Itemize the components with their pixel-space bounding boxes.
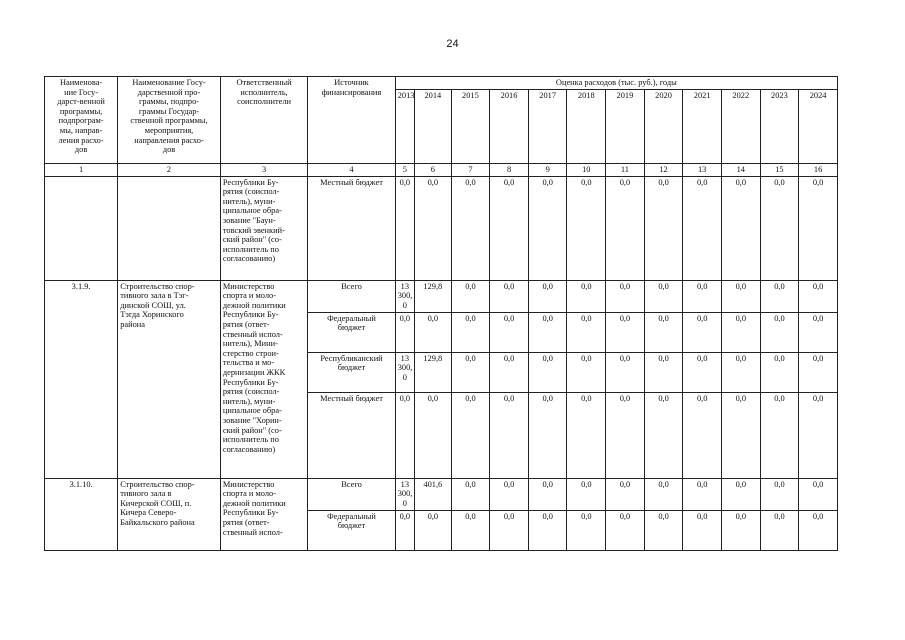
source-cell: Всего bbox=[308, 280, 395, 312]
table-row bbox=[45, 478, 838, 510]
value-cell: 0,0 bbox=[395, 392, 414, 478]
name-cell: Строительство спор- тивного зала в Кичерской СОШ, п. Кичера Северо- Байкальского района bbox=[118, 478, 221, 550]
value-cell: 0,0 bbox=[567, 478, 606, 510]
value-cell: 0,0 bbox=[721, 510, 760, 550]
year-header: 2023 bbox=[760, 89, 799, 163]
value-cell: 0,0 bbox=[644, 392, 683, 478]
value-cell: 0,0 bbox=[528, 176, 567, 280]
column-number: 8 bbox=[490, 163, 529, 176]
value-cell: 0,0 bbox=[683, 510, 722, 550]
value-cell: 0,0 bbox=[760, 510, 799, 550]
value-cell: 0,0 bbox=[760, 392, 799, 478]
value-cell: 0,0 bbox=[799, 312, 838, 352]
year-header: 2017 bbox=[528, 89, 567, 163]
value-cell: 0,0 bbox=[567, 510, 606, 550]
column-number: 4 bbox=[308, 163, 395, 176]
value-cell: 0,0 bbox=[683, 478, 722, 510]
code-cell: 3.1.10. bbox=[45, 478, 118, 550]
value-cell: 401,6 bbox=[415, 478, 452, 510]
source-cell: Местный бюджет bbox=[308, 176, 395, 280]
value-cell: 0,0 bbox=[395, 510, 414, 550]
year-header: 2020 bbox=[644, 89, 683, 163]
value-cell: 0,0 bbox=[415, 176, 452, 280]
column-number: 11 bbox=[606, 163, 645, 176]
value-cell: 0,0 bbox=[606, 312, 645, 352]
value-cell: 0,0 bbox=[606, 280, 645, 312]
value-cell: 0,0 bbox=[606, 352, 645, 392]
column-number: 5 bbox=[395, 163, 414, 176]
table-row bbox=[45, 176, 838, 280]
value-cell: 13 300, 0 bbox=[395, 280, 414, 312]
column-number: 7 bbox=[451, 163, 490, 176]
value-cell: 0,0 bbox=[760, 352, 799, 392]
source-cell: Федеральный бюджет bbox=[308, 510, 395, 550]
value-cell: 129,8 bbox=[415, 352, 452, 392]
value-cell: 0,0 bbox=[721, 176, 760, 280]
value-cell: 0,0 bbox=[567, 352, 606, 392]
value-cell: 0,0 bbox=[799, 176, 838, 280]
value-cell: 0,0 bbox=[799, 392, 838, 478]
source-cell: Местный бюджет bbox=[308, 392, 395, 478]
value-cell: 0,0 bbox=[451, 280, 490, 312]
column-numbers-row bbox=[45, 163, 838, 176]
column-number: 2 bbox=[118, 163, 221, 176]
value-cell: 0,0 bbox=[799, 280, 838, 312]
value-cell: 0,0 bbox=[415, 392, 452, 478]
year-header: 2021 bbox=[683, 89, 722, 163]
responsible-cell: Республики Бу- рятия (соиспол- нитель), муни- ципальное обра- зование "Баун- товский эвенкий- ский район" (со- исполнитель по согласованию) bbox=[220, 176, 307, 280]
value-cell: 0,0 bbox=[415, 510, 452, 550]
value-cell: 0,0 bbox=[644, 280, 683, 312]
value-cell: 0,0 bbox=[451, 312, 490, 352]
name-cell: Строительство спор- тивного зала в Тэг- динской СОШ, ул. Тэгда Хоринского района bbox=[118, 280, 221, 478]
year-header: 2019 bbox=[606, 89, 645, 163]
value-cell: 0,0 bbox=[683, 392, 722, 478]
value-cell: 0,0 bbox=[451, 478, 490, 510]
budget-table bbox=[44, 76, 838, 551]
responsible-cell: Министерство спорта и моло- дежной политики Республики Бу- рятия (ответ- ственный испол- нитель), Мини- стерство строи- тельства и мо- дернизации ЖКК Республики Бу- рятия (соиспол- нитель), муни- ципальное обра- зование "Хорин- ский район" (со- исполнитель по согласованию) bbox=[220, 280, 307, 478]
value-cell: 0,0 bbox=[567, 392, 606, 478]
value-cell: 0,0 bbox=[490, 176, 529, 280]
table-body bbox=[45, 176, 838, 550]
value-cell: 0,0 bbox=[760, 478, 799, 510]
header-col2: Наименование Госу- дарственной про- граммы, подпро- граммы Государ- ственной программы, мероприятия, направления расхо- дов bbox=[118, 77, 221, 164]
year-header: 2018 bbox=[567, 89, 606, 163]
code-cell: 3.1.9. bbox=[45, 280, 118, 478]
value-cell: 0,0 bbox=[490, 478, 529, 510]
header-col1: Наименова- ние Госу- дарст-венной программы, подпрограм- мы, направ- ления расхо- дов bbox=[45, 77, 118, 164]
value-cell: 0,0 bbox=[683, 280, 722, 312]
column-number: 9 bbox=[528, 163, 567, 176]
value-cell: 13 300, 0 bbox=[395, 478, 414, 510]
value-cell: 0,0 bbox=[451, 352, 490, 392]
column-number: 12 bbox=[644, 163, 683, 176]
value-cell: 0,0 bbox=[490, 392, 529, 478]
column-number: 14 bbox=[721, 163, 760, 176]
value-cell: 0,0 bbox=[490, 352, 529, 392]
value-cell: 0,0 bbox=[567, 280, 606, 312]
value-cell: 0,0 bbox=[799, 510, 838, 550]
header-col3: Ответственный исполнитель, соисполнители bbox=[220, 77, 307, 164]
value-cell: 13 300, 0 bbox=[395, 352, 414, 392]
value-cell: 0,0 bbox=[606, 392, 645, 478]
column-number: 6 bbox=[415, 163, 452, 176]
year-header: 2016 bbox=[490, 89, 529, 163]
value-cell: 0,0 bbox=[528, 392, 567, 478]
value-cell: 0,0 bbox=[799, 352, 838, 392]
value-cell: 0,0 bbox=[683, 176, 722, 280]
value-cell: 0,0 bbox=[528, 280, 567, 312]
value-cell: 0,0 bbox=[528, 352, 567, 392]
value-cell: 0,0 bbox=[451, 176, 490, 280]
year-header: 2022 bbox=[721, 89, 760, 163]
value-cell: 0,0 bbox=[567, 312, 606, 352]
value-cell: 0,0 bbox=[644, 510, 683, 550]
value-cell: 0,0 bbox=[760, 280, 799, 312]
value-cell: 0,0 bbox=[644, 478, 683, 510]
value-cell: 0,0 bbox=[799, 478, 838, 510]
value-cell: 0,0 bbox=[451, 510, 490, 550]
year-header: 2013 bbox=[395, 89, 414, 163]
value-cell: 0,0 bbox=[567, 176, 606, 280]
value-cell: 0,0 bbox=[606, 478, 645, 510]
column-number: 1 bbox=[45, 163, 118, 176]
value-cell: 0,0 bbox=[683, 312, 722, 352]
value-cell: 0,0 bbox=[606, 510, 645, 550]
column-number: 13 bbox=[683, 163, 722, 176]
value-cell: 0,0 bbox=[606, 176, 645, 280]
value-cell: 0,0 bbox=[644, 312, 683, 352]
value-cell: 129,8 bbox=[415, 280, 452, 312]
source-cell: Всего bbox=[308, 478, 395, 510]
value-cell: 0,0 bbox=[760, 176, 799, 280]
value-cell: 0,0 bbox=[395, 176, 414, 280]
name-cell bbox=[118, 176, 221, 280]
year-header: 2015 bbox=[451, 89, 490, 163]
table-row bbox=[45, 280, 838, 312]
header-col4: Источник финансирования bbox=[308, 77, 395, 164]
value-cell: 0,0 bbox=[721, 280, 760, 312]
value-cell: 0,0 bbox=[721, 392, 760, 478]
value-cell: 0,0 bbox=[451, 392, 490, 478]
value-cell: 0,0 bbox=[721, 312, 760, 352]
value-cell: 0,0 bbox=[644, 176, 683, 280]
column-number: 10 bbox=[567, 163, 606, 176]
value-cell: 0,0 bbox=[760, 312, 799, 352]
source-cell: Федеральный бюджет bbox=[308, 312, 395, 352]
source-cell: Республиканский бюджет bbox=[308, 352, 395, 392]
header-estimate: Оценка расходов (тыс. руб.), годы bbox=[395, 77, 837, 90]
value-cell: 0,0 bbox=[721, 478, 760, 510]
column-number: 16 bbox=[799, 163, 838, 176]
value-cell: 0,0 bbox=[528, 312, 567, 352]
value-cell: 0,0 bbox=[528, 478, 567, 510]
value-cell: 0,0 bbox=[528, 510, 567, 550]
page-number: 24 bbox=[446, 38, 459, 50]
year-header: 2014 bbox=[415, 89, 452, 163]
value-cell: 0,0 bbox=[490, 510, 529, 550]
year-header: 2024 bbox=[799, 89, 838, 163]
header-row-top bbox=[45, 77, 838, 90]
value-cell: 0,0 bbox=[395, 312, 414, 352]
value-cell: 0,0 bbox=[490, 312, 529, 352]
value-cell: 0,0 bbox=[415, 312, 452, 352]
value-cell: 0,0 bbox=[721, 352, 760, 392]
value-cell: 0,0 bbox=[683, 352, 722, 392]
value-cell: 0,0 bbox=[490, 280, 529, 312]
column-number: 15 bbox=[760, 163, 799, 176]
value-cell: 0,0 bbox=[644, 352, 683, 392]
column-number: 3 bbox=[220, 163, 307, 176]
code-cell bbox=[45, 176, 118, 280]
responsible-cell: Министерство спорта и моло- дежной политики Республики Бу- рятия (ответ- ственный испол- bbox=[220, 478, 307, 550]
